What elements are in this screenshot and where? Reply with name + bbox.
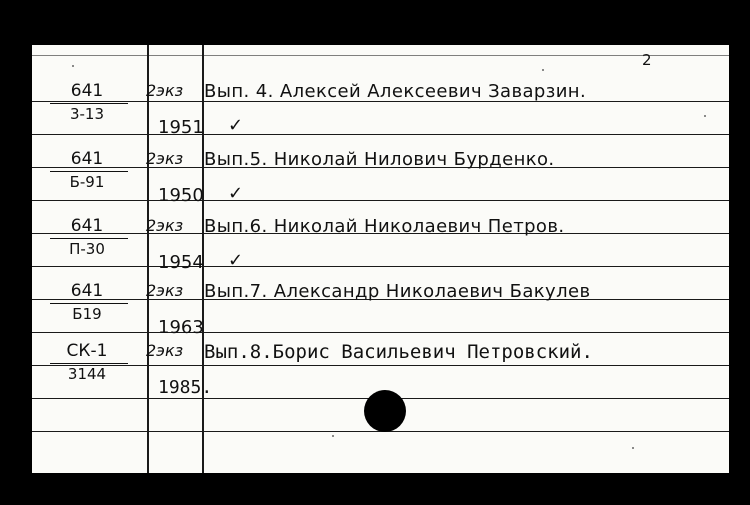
- copies-count: 2экз: [146, 281, 184, 300]
- record-entry: Вып.5. Николай Нилович Бурденко.: [204, 149, 555, 170]
- call-number-divider: [50, 363, 128, 364]
- call-number-bottom: П-30: [69, 240, 105, 258]
- check-mark: ✓: [228, 250, 244, 271]
- record-year: 1963: [158, 317, 204, 338]
- record-entry: Вып. 4. Алексей Алексеевич Заварзин.: [204, 81, 587, 102]
- punch-hole: [364, 390, 406, 432]
- call-number-top: 641: [70, 216, 104, 236]
- record-entry: Вып.6. Николай Николаевич Петров.: [204, 216, 565, 237]
- catalog-card: [32, 45, 729, 473]
- check-mark: ✓: [228, 183, 244, 204]
- call-number-top: 641: [70, 149, 104, 169]
- record-year: 1954: [158, 252, 204, 273]
- call-number-bottom: Б-91: [69, 173, 105, 191]
- call-number-bottom: 3144: [67, 365, 107, 383]
- paper-speck: [542, 69, 544, 71]
- paper-speck: [72, 65, 74, 67]
- copies-count: 2экз: [146, 149, 184, 168]
- paper-speck: [632, 447, 634, 449]
- catalog-record: [32, 149, 729, 215]
- copies-count: 2экз: [146, 341, 184, 360]
- record-entry: Вып.7. Александр Николаевич Бакулев: [204, 281, 591, 302]
- record-entry: Вып.8.Борис Васильевич Петровский.: [204, 341, 593, 363]
- call-number-divider: [50, 238, 128, 239]
- paper-speck: [704, 115, 706, 117]
- catalog-record: [32, 216, 729, 282]
- card-number: 2: [642, 51, 652, 69]
- copies-count: 2экз: [146, 81, 184, 100]
- call-number-top: 641: [70, 81, 104, 101]
- check-mark: ✓: [228, 115, 244, 136]
- catalog-record: [32, 81, 729, 147]
- record-year: 1950: [158, 185, 204, 206]
- record-year: 1951: [158, 117, 204, 138]
- call-number-bottom: 3-13: [69, 105, 105, 123]
- rule-line: [32, 55, 729, 56]
- call-number-divider: [50, 103, 128, 104]
- call-number-top: 641: [70, 281, 104, 301]
- record-year: 1985.: [158, 377, 213, 398]
- call-number-bottom: Б19: [72, 305, 102, 323]
- call-number-divider: [50, 303, 128, 304]
- catalog-record: [32, 281, 729, 347]
- copies-count: 2экз: [146, 216, 184, 235]
- call-number-top: СК-1: [66, 341, 108, 361]
- paper-speck: [332, 435, 334, 437]
- call-number-divider: [50, 171, 128, 172]
